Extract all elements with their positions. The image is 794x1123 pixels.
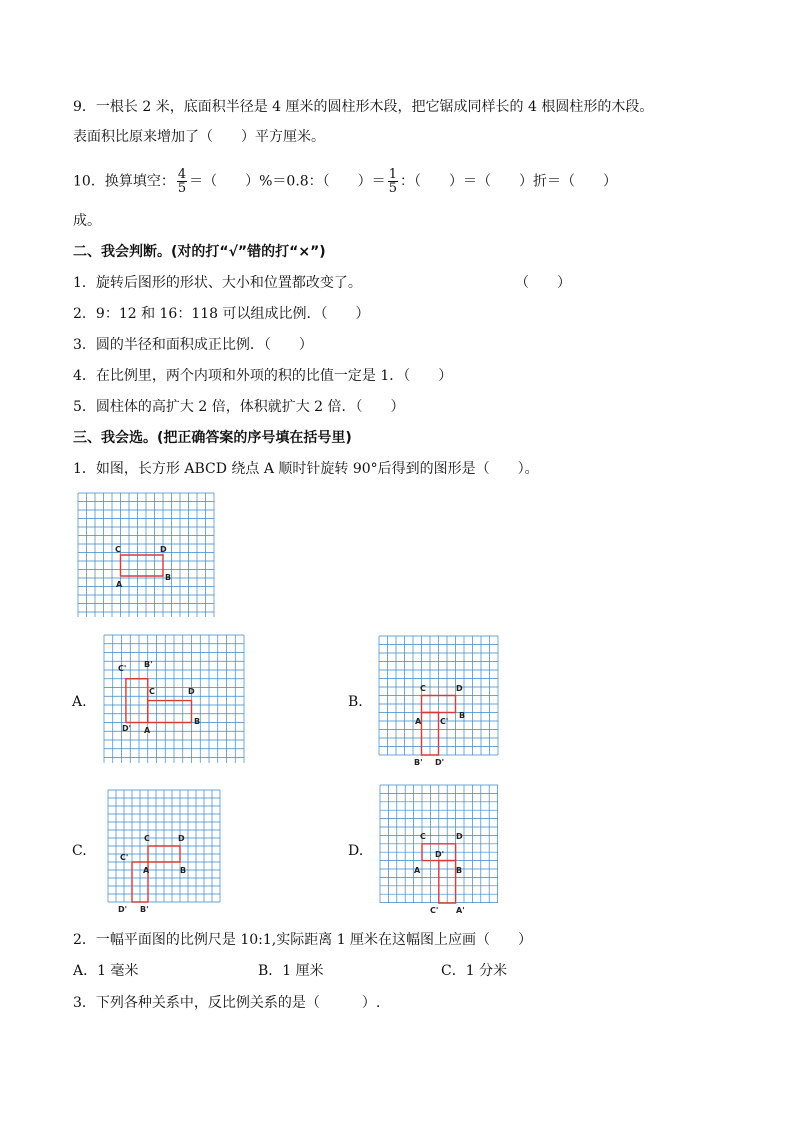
label-c: C	[420, 684, 426, 693]
label-b: B	[165, 573, 172, 582]
judge-item-4: 4．在比例里，两个内项和外项的积的比值一定是 1．（ ）	[73, 368, 453, 384]
choice-q2-option-a: A．1 毫米	[73, 963, 139, 979]
judge-item-3: 3．圆的半径和面积成正比例．（ ）	[73, 337, 313, 353]
figure-c-bottom-labels	[116, 903, 176, 917]
rectangle-abcd	[121, 555, 164, 576]
label-d-prime: D'	[435, 758, 445, 767]
judge-item-2: 2．9：12 和 16：118 可以组成比例．（ ）	[73, 306, 370, 322]
label-b: B	[459, 711, 466, 720]
label-a: A	[143, 866, 150, 875]
q9-line1: 9．一根长 2 米，底面积半径是 4 厘米的圆柱形木段，把它锯成同样长的 4 根圆柱形的木段。	[73, 99, 654, 115]
label-a: A	[415, 717, 422, 726]
choice-q2-option-c: C．1 分米	[441, 963, 508, 979]
label-a: A	[116, 580, 123, 589]
judge-item-5: 5．圆柱体的高扩大 2 倍，体积就扩大 2 倍．（ ）	[73, 399, 405, 415]
label-c: C	[420, 832, 426, 841]
q10-suffix: ：（ ）＝（ ）折＝（ ）	[399, 173, 617, 190]
label-c: C	[144, 834, 150, 843]
label-c: C	[149, 687, 155, 696]
fraction-numerator: 4	[177, 167, 187, 182]
label-b: B	[194, 717, 201, 726]
rotated-rectangle	[126, 679, 148, 723]
label-d: D	[160, 545, 167, 554]
fraction-denominator: 5	[177, 181, 187, 196]
section3-title: 三、我会选。(把正确答案的序号填在括号里)	[73, 430, 352, 446]
figure-original-grid	[78, 493, 214, 617]
figure-c-grid	[108, 790, 220, 902]
q10-fraction-1	[177, 168, 187, 195]
choice-q3: 3．下列各种关系中，反比例关系的是（ ）.	[73, 995, 381, 1011]
label-a: A	[144, 726, 151, 735]
q10-line2: 成。	[73, 213, 101, 229]
choice-q2: 2．一幅平面图的比例尺是 10:1,实际距离 1 厘米在这幅图上应画（ ）	[73, 932, 533, 948]
choice-q2-option-b: B．1 厘米	[258, 963, 324, 979]
label-d: D	[188, 687, 195, 696]
q10-prefix: 10．换算填空：	[73, 173, 175, 190]
label-b: B	[180, 866, 187, 875]
label-d: D	[456, 684, 463, 693]
option-d-label: D.	[348, 843, 364, 859]
label-c: C	[115, 545, 121, 554]
figure-b-bottom-labels	[410, 756, 470, 770]
fraction-numerator: 1	[388, 167, 397, 182]
q10-fraction-2	[388, 168, 398, 195]
judge-item-1-bracket: （ ）	[515, 275, 571, 291]
q10-line1	[73, 168, 617, 195]
label-c-prime: C'	[120, 853, 129, 862]
label-a: A	[414, 866, 421, 875]
label-b-prime: B'	[140, 905, 149, 914]
fraction-denominator: 5	[388, 181, 397, 196]
label-d: D	[456, 832, 463, 841]
figure-b-grid	[379, 636, 498, 755]
section2-title: 二、我会判断。(对的打“√”错的打“×”)	[73, 244, 326, 260]
option-b-label: B.	[348, 694, 363, 710]
label-c-prime: C'	[118, 664, 127, 673]
label-d-prime: D'	[118, 905, 128, 914]
figure-d-bottom-labels	[428, 904, 488, 918]
q9-line2: 表面积比原来增加了（ ）平方厘米。	[73, 129, 325, 145]
label-c-prime: C'	[430, 906, 439, 915]
figure-d-grid	[380, 785, 498, 903]
label-b: B	[456, 866, 463, 875]
label-b-prime: B'	[144, 660, 153, 669]
label-a-prime: A'	[456, 906, 465, 915]
option-c-label: C.	[72, 843, 87, 859]
original-rectangle	[148, 701, 192, 723]
q10-middle: ＝（ ）%＝0.8：（ ）＝	[189, 173, 386, 190]
option-a-label: A.	[72, 694, 87, 710]
grid-lines	[104, 635, 244, 763]
judge-item-1: 1．旋转后图形的形状、大小和位置都改变了。	[73, 275, 362, 291]
choice-q1: 1．如图，长方形 ABCD 绕点 A 顺时针旋转 90°后得到的图形是（ ）。	[73, 461, 539, 477]
label-d-prime: D'	[435, 850, 445, 859]
label-b-prime: B'	[414, 758, 423, 767]
label-c-prime: C'	[440, 717, 449, 726]
label-d-prime: D'	[122, 724, 132, 733]
label-d: D	[178, 834, 185, 843]
figure-a-grid	[104, 635, 244, 763]
